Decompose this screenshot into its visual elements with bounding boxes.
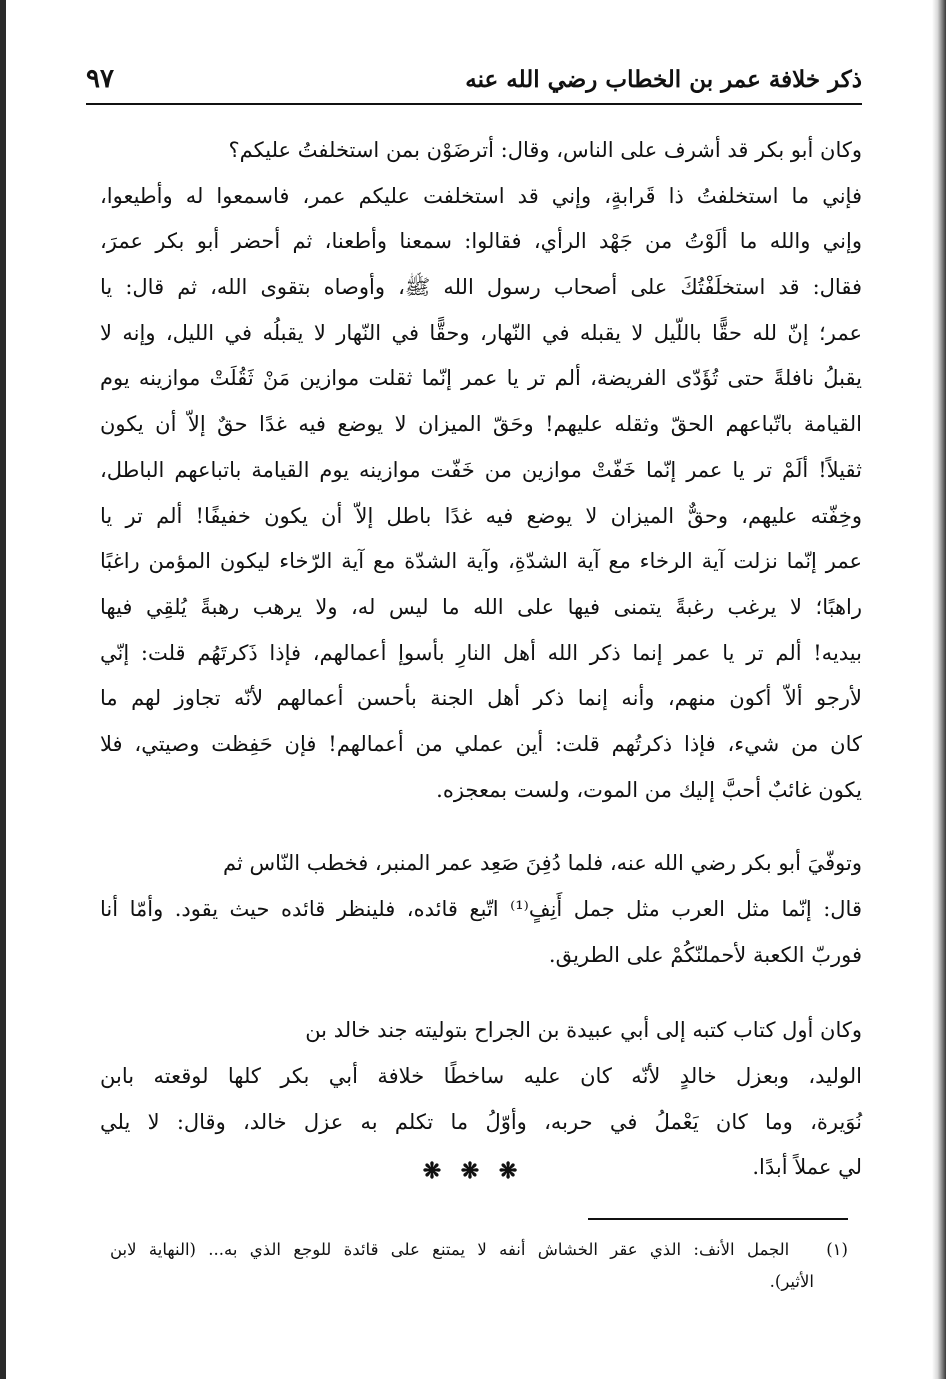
paragraph-gap (100, 978, 862, 1008)
page-number: ٩٧ (86, 64, 114, 94)
text-line: نُوَيرة، وما كان يَعْملُ في حربه، وأوّلُ ما تكلم به عزل خالد، وقال: لا يلي (100, 1109, 862, 1134)
text-line: لأرجو ألاّ أكون منهم، وأنه إنما ذكر أهل الجنة بأحسن أعمالهم لأنّه تجاوز لهم ما (100, 686, 862, 711)
text-line: ثقيلاً! ألَمْ تر يا عمر إنّما خَفّتْ موازين من خَفّت موازينه يوم القيامة باتباعهم الباطل، (100, 457, 862, 482)
footnote-rule (588, 1218, 848, 1220)
text-line: يقبلُ نافلةً حتى تُؤَدّى الفريضة، ألم تر يا عمر إنّما ثقلت موازين مَنْ ثَقُلَتْ موازينه يوم (100, 366, 862, 391)
section-separator: ❋ ❋ ❋ (422, 1158, 524, 1184)
text-line: عمر إنّما نزلت آية الرخاء مع آية الشدّةِ، وآية الشدّة مع آية الرّخاء ليكون المؤمن راغبًا (100, 549, 862, 574)
text-line: فقال: قد استخلَفْتُكَ على أصحاب رسول الله ﷺ، وأوصاه بتقوى الله، ثم قال: يا (100, 275, 862, 300)
text-line: وكان أبو بكر قد أشرف على الناس، وقال: أترضَوْن بمن استخلفتُ عليكم؟ (228, 138, 862, 162)
text-line: الوليد، وبعزل خالدٍ لأنّه كان عليه ساخطًا خلافة أبي بكر كلها لوقعته بابن (100, 1064, 862, 1089)
text-line: وإني والله ما ألَوْتُ من جَهْد الرأي، فقالوا: سمعنا وأطعنا، ثم أحضر أبو بكر عمرَ، (100, 229, 863, 254)
text-line: راهبًا؛ لا يرغب رغبةً يتمنى فيها على الله ما ليس له، ولا يرهب رهبةً يُلقِي فيها (100, 594, 862, 619)
text-line: عمر؛ إنّ لله حقًّا باللّيل لا يقبله في النّهار، وحقًّا في النّهار لا يقبلُه في الليل، وإنه لا (100, 320, 862, 345)
text-line: قال: إنّما مثل العرب مثل جمل أَنِفٍ⁽¹⁾ اتّبع قائده، فلينظر قائده حيث يقود. وأمّا أنا (100, 897, 862, 921)
footnotes (110, 1234, 848, 1298)
footnote-number: (١) (826, 1240, 848, 1259)
text-line: بيديه! ألم تر يا عمر إنما ذكر الله أهل النارِ بأسوإ أعمالهم، فإذا ذَكرتَهُم قلت: إنّي (100, 640, 862, 665)
text-line: وتوفّيَ أبو بكر رضي الله عنه، فلما دُفِنَ صَعِد عمر المنبر، فخطب النّاس ثم (223, 851, 862, 876)
text-line: يكون غائبٌ أحبَّ إليك من الموت، ولست بمعجزه. (436, 777, 862, 802)
footnote-line: الأثير). (769, 1272, 814, 1291)
footnote-line (110, 1234, 848, 1266)
text-line: وخِفّته عليهم، وحقٌّ الميزان لا يوضع فيه غدًا باطل إلاّ أن يكون خفيفًا! ألم تر يا (100, 503, 862, 528)
text-line: فوربّ الكعبة لأحملنّكُمْ على الطريق. (548, 942, 862, 967)
text-line: لي عملاً أبدًا. (752, 1155, 862, 1180)
text-line: كان من شيء، فإذا ذكرتُهم قلت: أين عملي من أعمالهم! فإن حَفِظت وصيتي، فلا (100, 731, 862, 756)
paragraph-gap (100, 813, 862, 841)
paragraph-2 (100, 841, 862, 978)
text-line: فإني ما استخلفتُ ذا قَرابةٍ، وإني قد استخلفت عليكم عمر، فاسمعوا له وأطيعوا، (100, 183, 862, 208)
paragraph-1 (100, 128, 862, 813)
text-line: وكان أول كتاب كتبه إلى أبي عبيدة بن الجراح بتوليته جند خالد بن (305, 1018, 862, 1043)
body-text (100, 128, 862, 1191)
running-header (86, 62, 862, 102)
header-title: ذكر خلافة عمر بن الخطاب رضي الله عنه (465, 66, 862, 93)
footnote-text: الجمل الأنف: الذي عقر الخشاش أنفه لا يمتنع على قائدة للوجع الذي به... (النهاية لابن (110, 1240, 790, 1259)
text-line: القيامة باتّباعهم الحقّ وثقله عليهم! وحَقّ الميزان لا يوضع فيه غدًا حقٌ إلاّ أن يكون (100, 412, 862, 437)
header-rule (86, 103, 862, 105)
